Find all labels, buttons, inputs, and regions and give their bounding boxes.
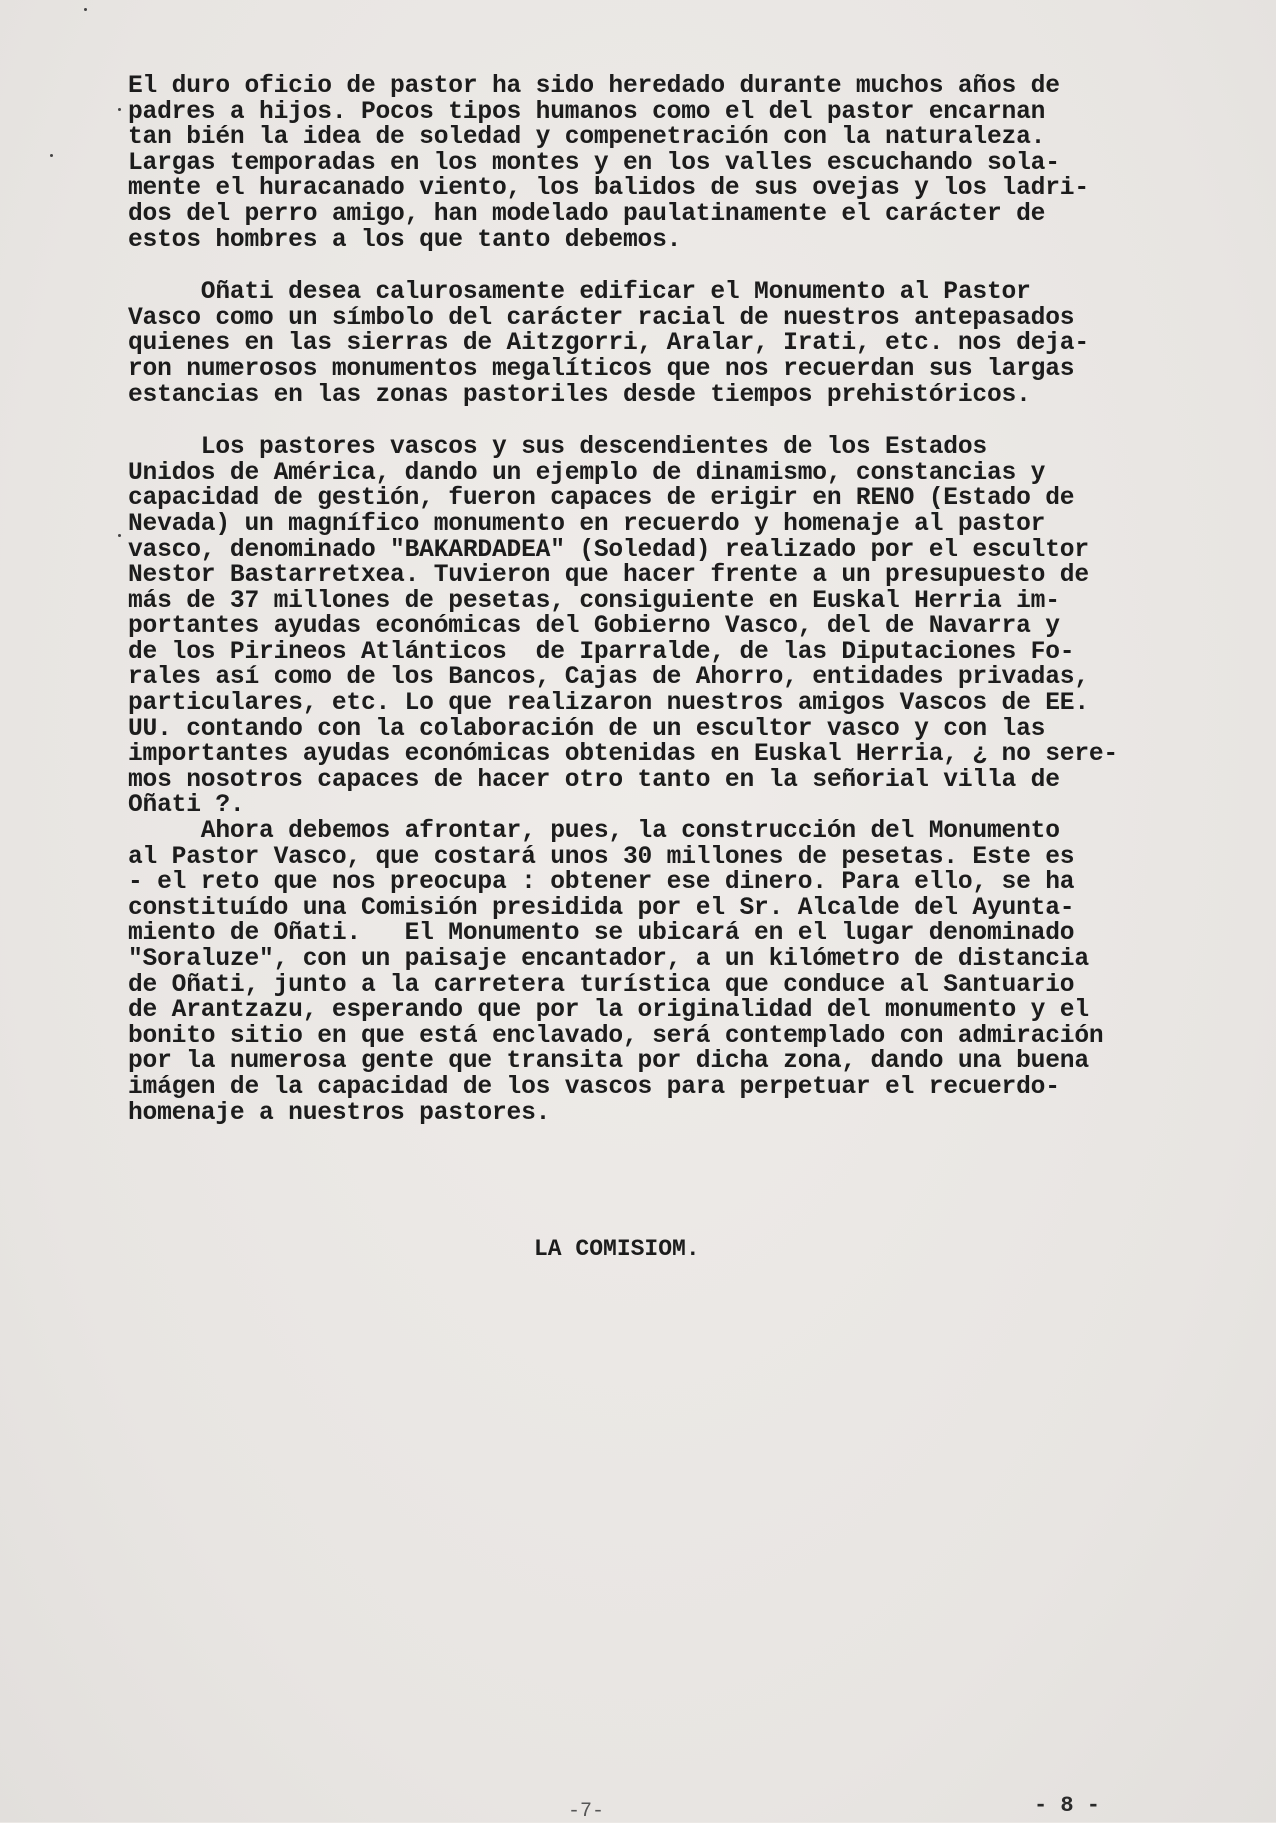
text-line: Oñati desea calurosamente edificar el Monumento al Pastor: [128, 279, 1031, 307]
text-line: ron numerosos monumentos megalíticos que nos recuerdan sus largas: [128, 355, 1075, 383]
page-number: - 8 -: [1034, 1793, 1101, 1818]
text-line: Largas temporadas en los montes y en los valles escuchando sola-: [128, 149, 1060, 177]
text-line: quienes en las sierras de Aitzgorri, Aralar, Irati, etc. nos deja-: [128, 330, 1089, 358]
text-line: particulares, etc. Lo que realizaron nuestros amigos Vascos de EE.: [128, 690, 1089, 718]
text-line: Vasco como un símbolo del carácter racial de nuestros antepasados: [128, 304, 1075, 332]
text-line: UU. contando con la colaboración de un escultor vasco y con las: [128, 715, 1046, 743]
text-line: de Arantzazu, esperando que por la originalidad del monumento y el: [128, 997, 1089, 1025]
text-line: capacidad de gestión, fueron capaces de erigir en RENO (Estado de: [128, 485, 1075, 513]
paragraph-2: [128, 280, 1248, 408]
text-line: rales así como de los Bancos, Cajas de Ahorro, entidades privadas,: [128, 664, 1089, 692]
text-line: de los Pirineos Atlánticos de Iparralde, de las Diputaciones Fo-: [128, 638, 1075, 666]
text-line: "Soraluze", con un paisaje encantador, a un kilómetro de distancia: [128, 946, 1089, 973]
text-line: dos del perro amigo, han modelado paulatinamente el carácter de: [128, 200, 1046, 228]
text-line: El duro oficio de pastor ha sido heredado durante muchos años de: [128, 73, 1060, 100]
text-line: Los pastores vascos y sus descendientes de los Estados: [128, 434, 987, 462]
text-line: mos nosotros capaces de hacer otro tanto en la señorial villa de: [128, 766, 1060, 794]
text-line: imágen de la capacidad de los vascos para perpetuar el recuerdo-: [128, 1073, 1060, 1101]
text-line: vasco, denominado "BAKARDADEA" (Soledad) realizado por el escultor: [128, 536, 1089, 564]
text-line: tan bién la idea de soledad y compenetración con la naturaleza.: [128, 124, 1046, 152]
text-line: de Oñati, junto a la carretera turística que conduce al Santuario: [128, 971, 1075, 999]
text-line: bonito sitio en que está enclavado, será contemplado con admiración: [128, 1022, 1104, 1050]
text-line: miento de Oñati. El Monumento se ubicará en el lugar denominado: [128, 920, 1075, 948]
text-line: estos hombres a los que tanto debemos.: [128, 226, 682, 254]
text-line: Unidos de América, dando un ejemplo de dinamismo, constancias y: [128, 459, 1046, 487]
text-line: Nevada) un magnífico monumento en recuerdo y homenaje al pastor: [128, 510, 1046, 538]
margin-speck: [118, 534, 121, 537]
margin-speck: [118, 108, 121, 111]
text-line: más de 37 millones de pesetas, consiguiente en Euskal Herria im-: [128, 587, 1060, 615]
text-line: constituído una Comisión presidida por el Sr. Alcalde del Ayunta-: [128, 894, 1075, 922]
text-line: Nestor Bastarretxea. Tuvieron que hacer frente a un presupuesto de: [128, 562, 1089, 590]
paragraph-1: [128, 74, 1248, 253]
letter-body: [128, 74, 1248, 1126]
text-line: portantes ayudas económicas del Gobierno Vasco, del de Navarra y: [128, 613, 1060, 641]
paragraph-3: [128, 435, 1248, 1126]
text-line: homenaje a nuestros pastores.: [128, 1099, 551, 1127]
text-line: padres a hijos. Pocos tipos humanos como el del pastor encarnan: [128, 98, 1046, 126]
text-line: estancias en las zonas pastoriles desde tiempos prehistóricos.: [128, 381, 1031, 409]
text-line: Oñati ?.: [128, 792, 245, 820]
margin-speck: [50, 154, 53, 157]
footer-mark: -7-: [568, 1800, 605, 1823]
text-line: Ahora debemos afrontar, pues, la construcción del Monumento: [128, 818, 1060, 846]
signature: LA COMISIOM.: [534, 1236, 700, 1262]
margin-speck: [84, 8, 87, 11]
text-line: al Pastor Vasco, que costará unos 30 millones de pesetas. Este es: [128, 843, 1075, 871]
text-line: por la numerosa gente que transita por dicha zona, dando una buena: [128, 1048, 1089, 1076]
text-line: - el reto que nos preocupa : obtener ese dinero. Para ello, se ha: [128, 869, 1075, 897]
text-line: mente el huracanado viento, los balidos de sus ovejas y los ladri-: [128, 175, 1089, 203]
text-line: importantes ayudas económicas obtenidas en Euskal Herria, ¿ no sere-: [128, 741, 1118, 769]
